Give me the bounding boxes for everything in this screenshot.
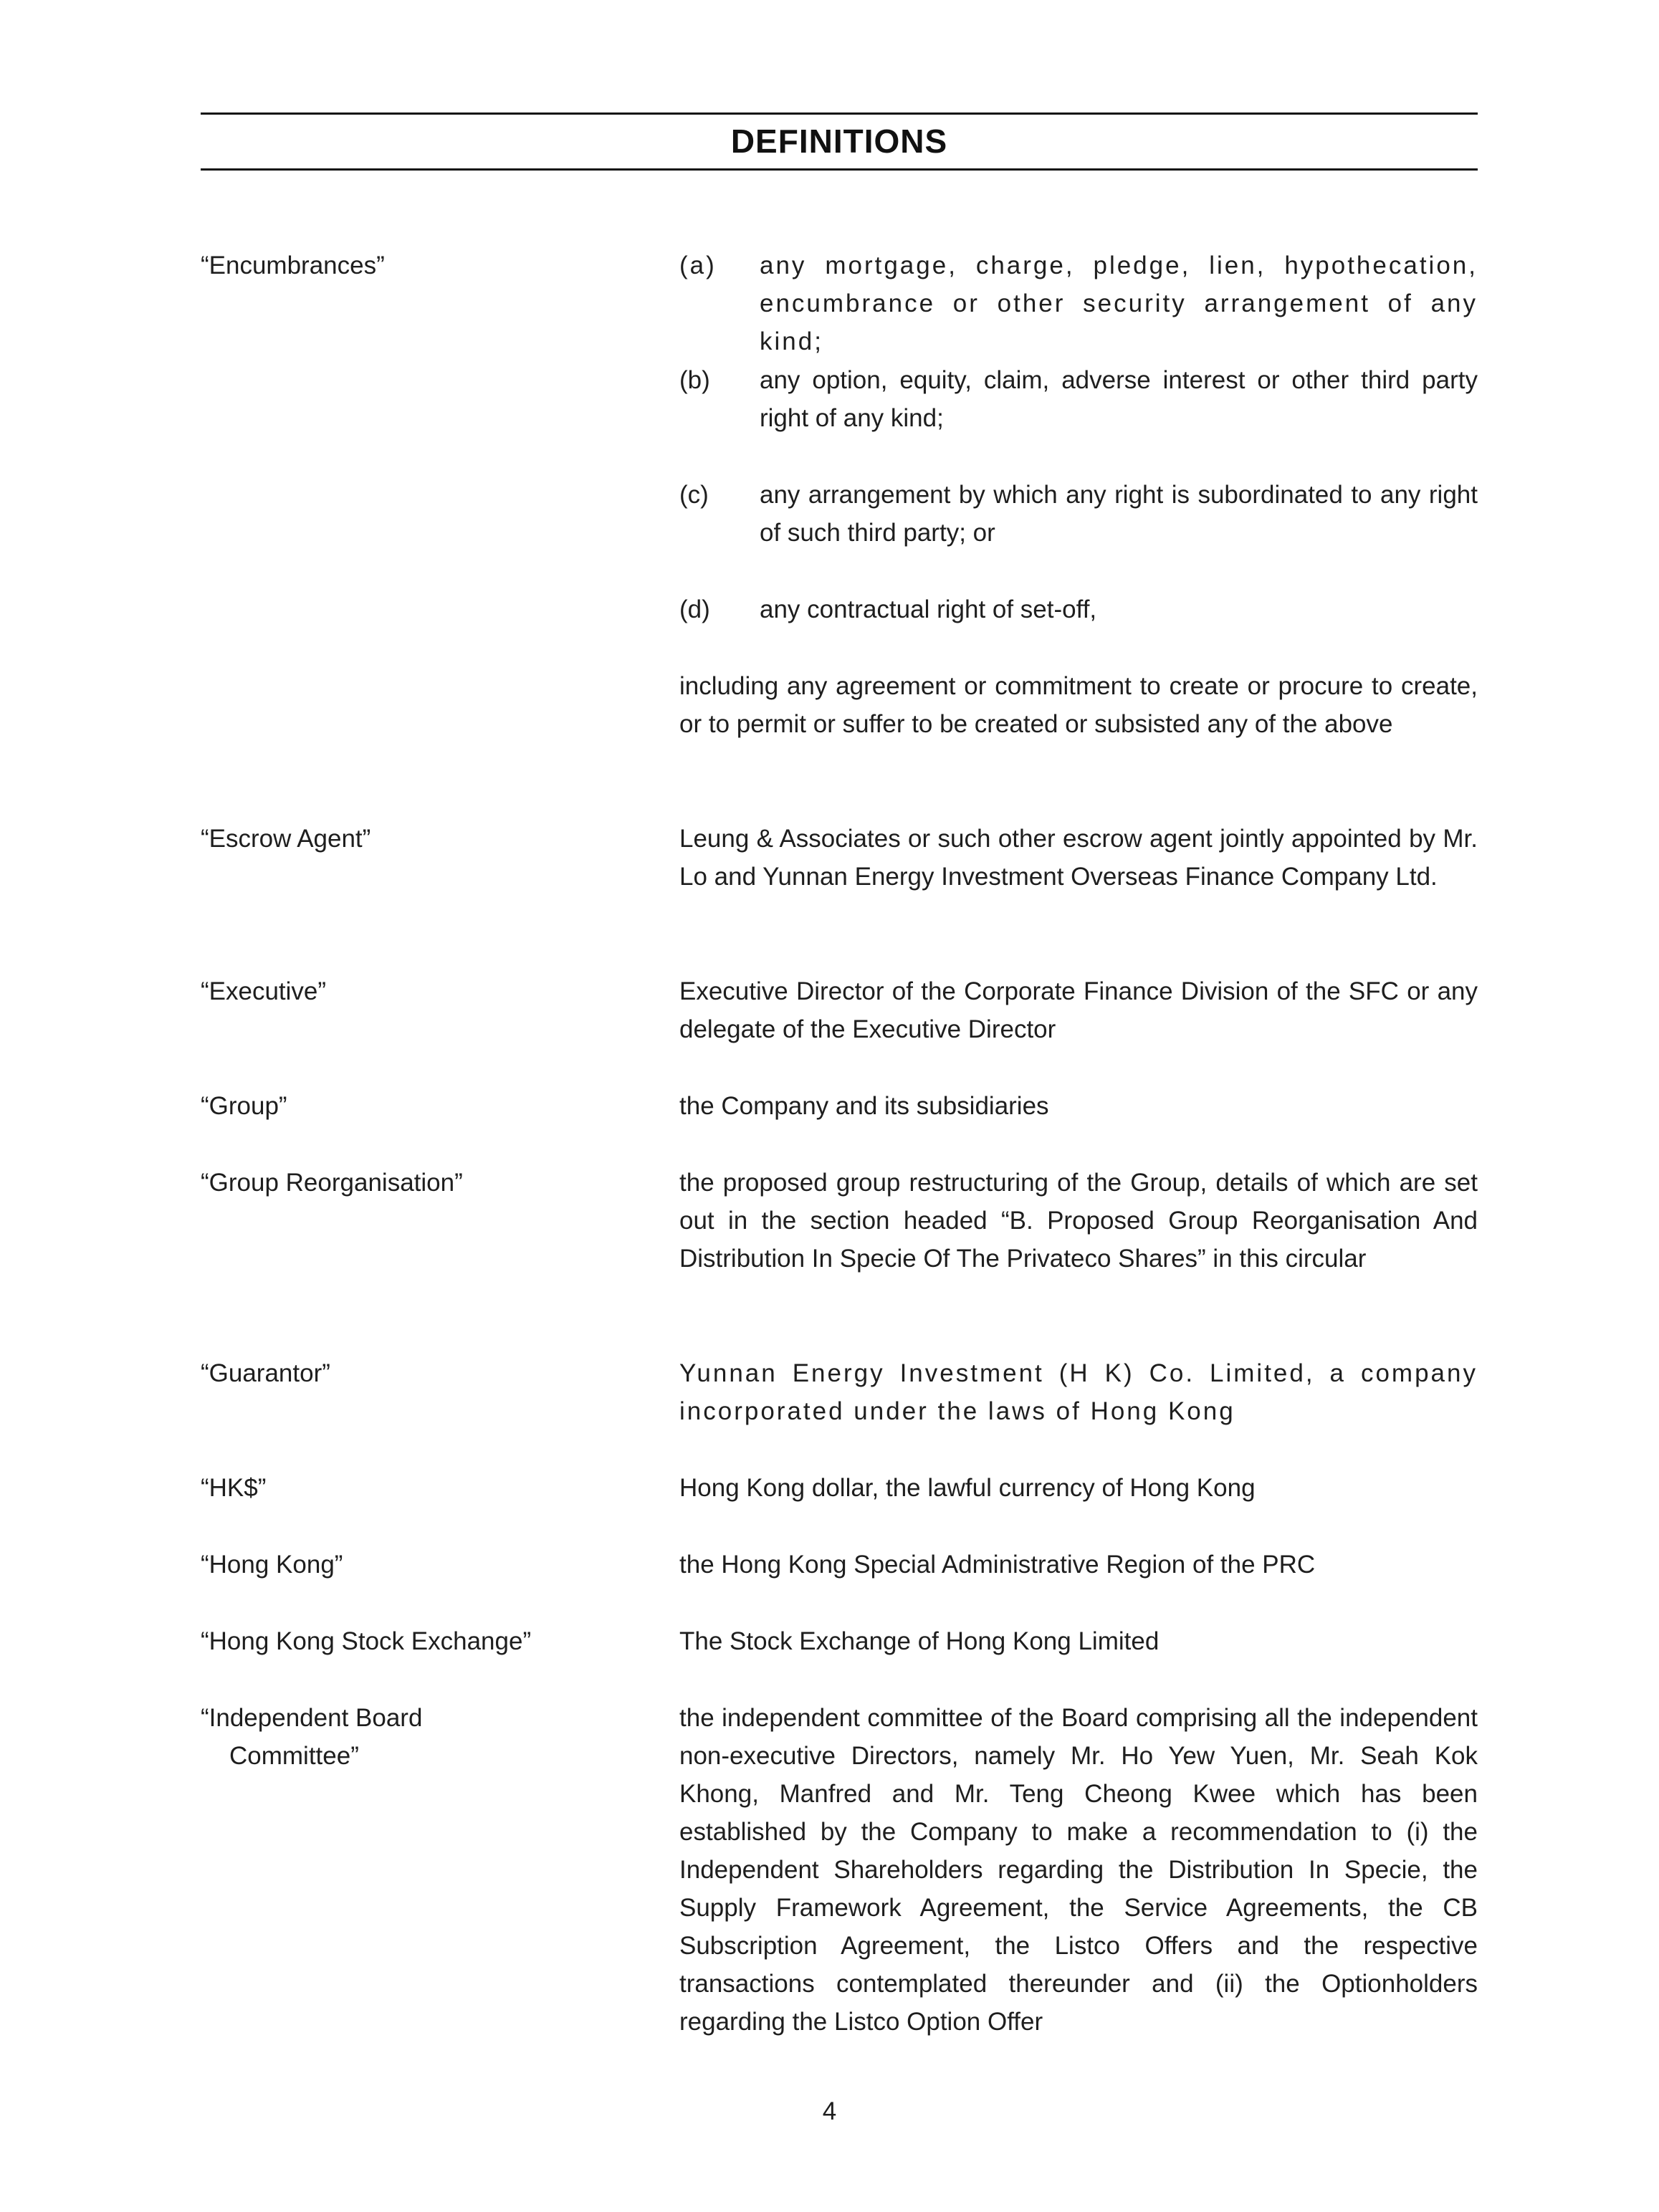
page-title: DEFINITIONS [730, 123, 948, 160]
definition-hong-kong: the Hong Kong Special Administrative Region of the PRC [679, 1551, 1316, 1579]
list-item-d [679, 590, 1478, 628]
definition-hong-kong-stock-exchange: The Stock Exchange of Hong Kong Limited [679, 1627, 1160, 1655]
list-item-c [679, 476, 1478, 552]
term-hong-kong-stock-exchange: “Hong Kong Stock Exchange” [201, 1627, 532, 1655]
item-text: any arrangement by which any right is subordinated to any right of such third party; or [760, 481, 1478, 547]
term-guarantor: “Guarantor” [201, 1359, 330, 1387]
item-label: (a) [679, 252, 717, 279]
header-bottom-rule [201, 168, 1478, 171]
term-line-2: Committee” [229, 1742, 359, 1770]
item-label: (d) [679, 595, 710, 623]
definition-escrow-agent: Leung & Associates or such other escrow agent jointly appointed by Mr. Lo and Yunnan Energy Investment Overseas Finance Company Ltd. [679, 825, 1478, 891]
header-top-rule [201, 112, 1478, 115]
page-number: 4 [822, 2097, 837, 2125]
list-item-b [679, 361, 1478, 437]
term-group-reorganisation: “Group Reorganisation” [201, 1169, 463, 1197]
item-text: any contractual right of set-off, [760, 595, 1097, 623]
item-text: any mortgage, charge, pledge, lien, hypothecation, encumbrance or other security arrangement of any kind; [760, 252, 1478, 355]
term-line-1: “Independent Board [201, 1704, 423, 1732]
term-group: “Group” [201, 1092, 287, 1120]
item-text: any option, equity, claim, adverse interest or other third party right of any kind; [760, 366, 1478, 432]
term-hkd: “HK$” [201, 1474, 267, 1502]
definition-hkd: Hong Kong dollar, the lawful currency of Hong Kong [679, 1474, 1256, 1502]
term-escrow-agent: “Escrow Agent” [201, 825, 371, 853]
term-executive: “Executive” [201, 977, 327, 1005]
definition-group-reorganisation: the proposed group restructuring of the Group, details of which are set out in the section headed “B. Proposed Group Reorganisation And Distribution In Specie Of The Privateco Shares” in this circular [679, 1169, 1478, 1273]
term-encumbrances: “Encumbrances” [201, 252, 385, 279]
list-item-a [679, 246, 1478, 355]
term-independent-board-committee [201, 1699, 659, 1775]
definition-executive: Executive Director of the Corporate Finance Division of the SFC or any delegate of the Executive Director [679, 977, 1478, 1043]
definition-encumbrances-trailer: including any agreement or commitment to create or procure to create, or to permit or suffer to be created or subsisted any of the above [679, 672, 1478, 738]
definition-guarantor: Yunnan Energy Investment (H K) Co. Limited, a company incorporated under the laws of Hong Kong [679, 1359, 1478, 1425]
definition-group: the Company and its subsidiaries [679, 1092, 1049, 1120]
definition-independent-board-committee: the independent committee of the Board comprising all the independent non-executive Directors, namely Mr. Ho Yew Yuen, Mr. Seah Kok Khong, Manfred and Mr. Teng Cheong Kwee which has been established by the Company to make a recommendation to (i) the Independent Shareholders regarding the Distribution In Specie, the Supply Framework Agreement, the Service Agreements, the CB Subscription Agreement, the Listco Offers and the respective transactions contemplated thereunder and (ii) the Optionholders regarding the Listco Option Offer [679, 1704, 1478, 2036]
item-label: (b) [679, 366, 710, 394]
term-hong-kong: “Hong Kong” [201, 1551, 343, 1579]
item-label: (c) [679, 481, 709, 509]
